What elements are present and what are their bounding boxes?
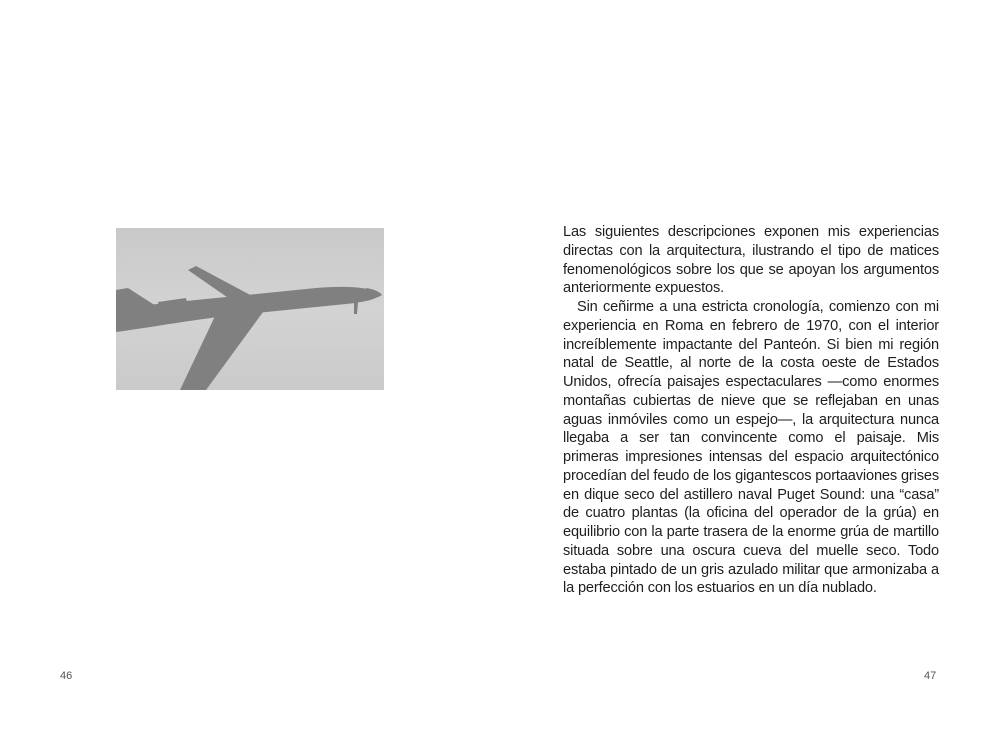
paragraph: Sin ceñirme a una estricta cronología, comienzo con mi experiencia en Roma en febrero de 1970, con el interior increíblemente impactante del Panteón. Si bien mi región natal de Seattle, al norte de la costa oeste de Estados Unidos, ofrecía paisajes espectaculares —como enormes montañas cubiertas de nieve que se reflejaban en unas aguas inmóviles como un espejo—, la arquitectura nunca llegaba a ser tan convincente como el paisaje. Mis primeras impresiones intensas del espacio arquitectónico procedían del feudo de los gigantescos portaaviones grises en dique seco del astillero naval Puget Sound: una “casa” de cuatro plantas (la oficina del operador de la grúa) en equilibrio con la parte trasera de la enorme grúa de martillo situada sobre una oscura cueva del muelle seco. Todo estaba pintado de un gris azulado militar que armonizaba a la perfección con los estuarios en un día nublado. xyxy=(563,299,939,597)
paragraph: Las siguientes descripciones exponen mis experiencias directas con la arquitectura, ilustrando el tipo de matices fenomenológicos sobre los que se apoyan los argumentos anteriormente expuestos. xyxy=(563,224,939,297)
page-number: 46 xyxy=(60,670,73,682)
airplane-silhouette-image xyxy=(116,228,384,390)
page-number: 47 xyxy=(924,670,937,682)
airplane-photo xyxy=(116,228,384,390)
body-text xyxy=(563,223,939,598)
